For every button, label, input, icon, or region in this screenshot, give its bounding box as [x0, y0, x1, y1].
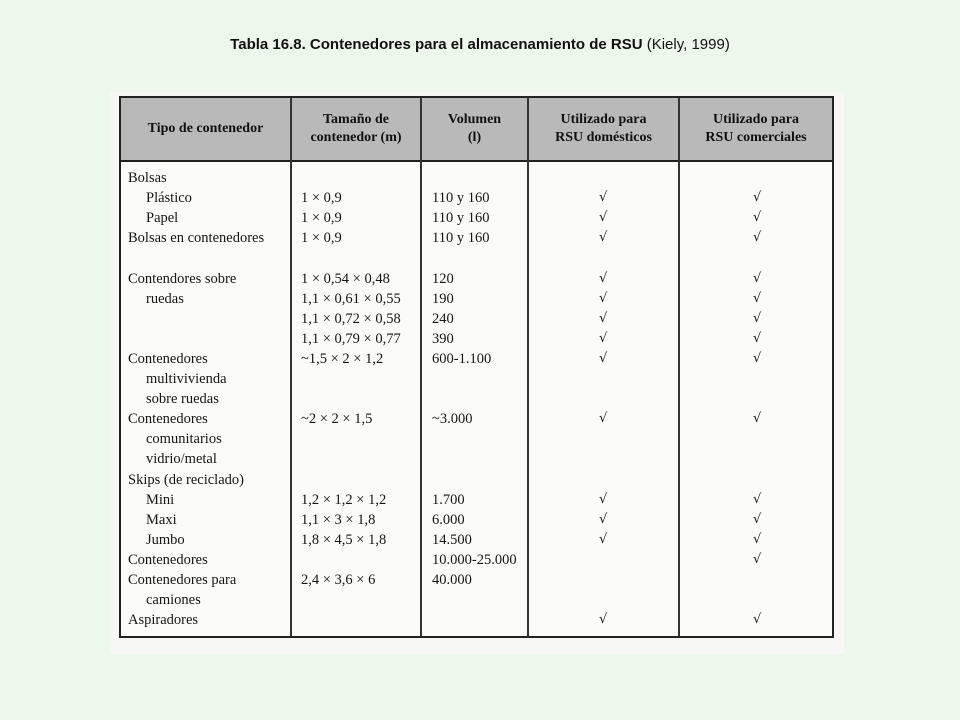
- header-tamano: Tamaño de contenedor (m): [310, 112, 402, 145]
- cell-comerciales: √: [753, 330, 762, 346]
- cell-domesticos: √: [599, 511, 608, 527]
- cell-tamano: 1,2 × 1,2 × 1,2: [301, 491, 387, 508]
- cell-tipo: Maxi: [146, 511, 177, 528]
- table-row: [121, 451, 832, 471]
- table-row: [121, 271, 832, 291]
- table-row: [121, 512, 832, 532]
- cell-tamano: 1 × 0,9: [301, 210, 342, 227]
- cell-tamano: 1,1 × 0,72 × 0,58: [301, 310, 401, 327]
- cell-tamano: ~1,5 × 2 × 1,2: [301, 350, 384, 367]
- cell-tipo: Bolsas en contenedores: [128, 230, 265, 247]
- header-domesticos: Utilizado para RSU domésticos: [555, 112, 652, 145]
- table-row: [121, 391, 832, 411]
- cell-tipo: vidrio/metal: [146, 451, 217, 468]
- cell-comerciales: √: [753, 612, 762, 628]
- cell-volumen: 120: [432, 270, 454, 287]
- slide-title: [0, 36, 960, 53]
- cell-domesticos: √: [599, 210, 608, 226]
- table-row: [121, 210, 832, 230]
- title-bold: Tabla 16.8. Contenedores para el almacenamiento de RSU: [230, 36, 643, 53]
- cell-tipo: Papel: [146, 210, 179, 227]
- cell-comerciales: √: [753, 350, 762, 366]
- cell-tipo: Contenedores: [128, 411, 208, 428]
- table-row: [121, 411, 832, 431]
- cell-comerciales: √: [753, 551, 762, 567]
- table-row: [121, 572, 832, 592]
- cell-tipo: Contenedores: [128, 350, 208, 367]
- cell-tipo: multivivienda: [146, 371, 227, 387]
- table-row: [121, 170, 832, 190]
- cell-tipo: Plástico: [146, 190, 192, 207]
- cell-volumen: 190: [432, 290, 454, 307]
- cell-comerciales: √: [753, 190, 762, 206]
- containers-table: [119, 96, 834, 638]
- cell-volumen: 6.000: [432, 511, 465, 528]
- cell-tamano: 1,1 × 0,61 × 0,55: [301, 290, 401, 307]
- cell-volumen: 110 y 160: [432, 230, 490, 247]
- cell-domesticos: √: [599, 330, 608, 346]
- table-row: [121, 472, 832, 492]
- cell-tipo: comunitarios: [146, 431, 222, 448]
- cell-volumen: 14.500: [432, 531, 472, 548]
- cell-tipo: Contendores sobre: [128, 270, 237, 287]
- title-citation: (Kiely, 1999): [642, 36, 730, 53]
- cell-tipo: Contenedores para: [128, 572, 237, 588]
- cell-tipo: Skips (de reciclado): [128, 471, 244, 488]
- cell-volumen: 110 y 160: [432, 210, 490, 227]
- table-row: [121, 371, 832, 391]
- cell-tamano: 1 × 0,54 × 0,48: [301, 270, 390, 287]
- cell-volumen: 600-1.100: [432, 350, 492, 367]
- cell-tipo: camiones: [146, 592, 201, 609]
- cell-tamano: 1,1 × 0,79 × 0,77: [301, 330, 401, 347]
- cell-comerciales: √: [753, 210, 762, 226]
- cell-tamano: 1,8 × 4,5 × 1,8: [301, 531, 387, 548]
- cell-comerciales: √: [753, 491, 762, 507]
- cell-domesticos: √: [599, 310, 608, 326]
- cell-volumen: ~3.000: [432, 411, 473, 428]
- cell-tipo: Aspiradores: [128, 612, 199, 629]
- cell-domesticos: √: [599, 270, 608, 286]
- table-row: [121, 250, 832, 270]
- cell-comerciales: √: [753, 230, 762, 246]
- cell-domesticos: √: [599, 230, 608, 246]
- table-row: [121, 291, 832, 311]
- cell-volumen: 10.000-25.000: [432, 551, 517, 568]
- cell-tipo: Bolsas: [128, 170, 167, 186]
- cell-domesticos: √: [599, 491, 608, 507]
- cell-comerciales: √: [753, 531, 762, 547]
- cell-tipo: Jumbo: [146, 531, 185, 548]
- header-tipo: Tipo de contenedor: [147, 121, 264, 136]
- cell-volumen: 110 y 160: [432, 190, 490, 207]
- cell-tamano: 1 × 0,9: [301, 190, 342, 207]
- table-row: [121, 532, 832, 552]
- cell-comerciales: √: [753, 270, 762, 286]
- header-volumen: Volumen (l): [447, 112, 502, 145]
- table-row: [121, 311, 832, 331]
- cell-volumen: 390: [432, 330, 454, 347]
- table-row: [121, 230, 832, 250]
- cell-tamano: 1,1 × 3 × 1,8: [301, 511, 376, 528]
- cell-comerciales: √: [753, 290, 762, 306]
- cell-tipo: Contenedores: [128, 551, 208, 568]
- cell-domesticos: √: [599, 190, 608, 206]
- table-row: [121, 190, 832, 210]
- cell-tamano: 1 × 0,9: [301, 230, 342, 247]
- cell-tipo: Mini: [146, 491, 175, 508]
- cell-domesticos: √: [599, 531, 608, 547]
- scanned-table-image: [110, 92, 844, 654]
- table-row: [121, 331, 832, 351]
- table-row: [121, 492, 832, 512]
- cell-domesticos: √: [599, 612, 608, 628]
- table-row: [121, 592, 832, 612]
- cell-tamano: ~2 × 2 × 1,5: [301, 411, 373, 428]
- cell-comerciales: √: [753, 411, 762, 427]
- cell-tamano: 2,4 × 3,6 × 6: [301, 572, 376, 588]
- cell-volumen: 1.700: [432, 491, 465, 508]
- cell-domesticos: √: [599, 290, 608, 306]
- cell-comerciales: √: [753, 310, 762, 326]
- table-row: [121, 351, 832, 371]
- header-comerciales: Utilizado para RSU comerciales: [705, 112, 807, 145]
- table-row: [121, 431, 832, 451]
- cell-domesticos: √: [599, 411, 608, 427]
- table-row: [121, 552, 832, 572]
- cell-tipo: ruedas: [146, 290, 184, 307]
- cell-comerciales: √: [753, 511, 762, 527]
- cell-domesticos: √: [599, 350, 608, 366]
- cell-tipo: sobre ruedas: [146, 391, 219, 408]
- table-row: [121, 612, 832, 632]
- cell-volumen: 40.000: [432, 572, 472, 588]
- cell-volumen: 240: [432, 310, 454, 327]
